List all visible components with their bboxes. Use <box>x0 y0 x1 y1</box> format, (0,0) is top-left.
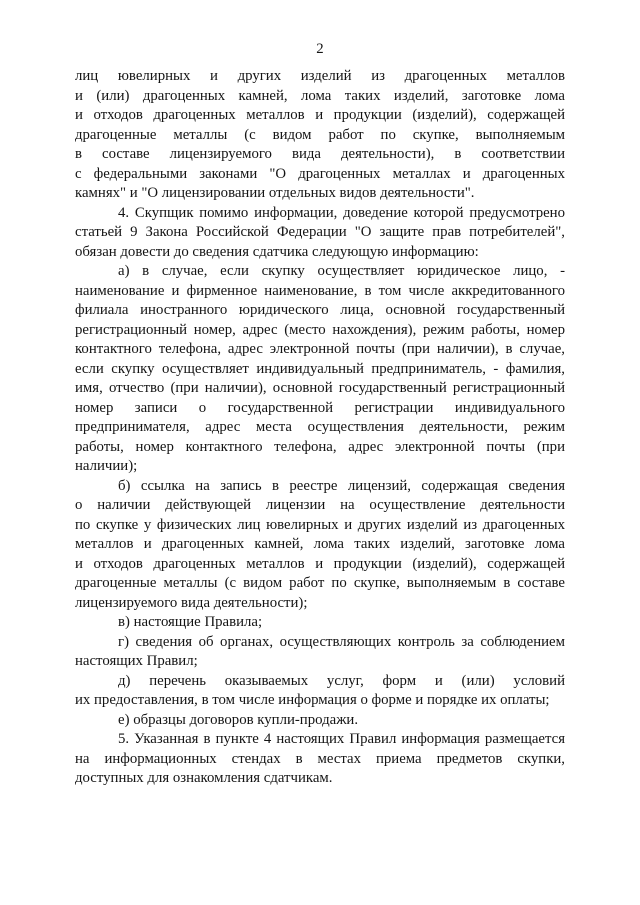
text-line: статьей 9 Закона Российской Федерации "О защите прав потребителей", <box>75 224 565 240</box>
text-line: 4. Скупщик помимо информации, доведение которой предусмотрено <box>118 204 565 221</box>
paragraph-item-4-b <box>75 477 565 614</box>
text-line: е) образцы договоров купли-продажи. <box>118 711 359 728</box>
text-line: имя, отчество (при наличии), основной государственный регистрационный <box>75 380 565 396</box>
text-line: наименование и фирменное наименование, в том числе аккредитованного <box>75 282 565 299</box>
text-line: в) настоящие Правила; <box>118 614 263 630</box>
document-body <box>75 67 565 789</box>
text-line: если скупку осуществляет индивидуальный предприниматель, - фамилия, <box>75 360 565 377</box>
text-line: контактного телефона, адрес электронной почты (при наличии), в случае, <box>75 341 565 357</box>
text-line: предпринимателя, адрес места осуществления деятельности, режим <box>75 419 565 435</box>
page-number: 2 <box>316 41 324 57</box>
text-line: филиала иностранного юридического лица, основной государственный <box>75 302 565 318</box>
text-line: камнях" и "О лицензировании отдельных видов деятельности". <box>75 185 475 201</box>
paragraph-item-4-g <box>75 633 565 672</box>
paragraph-item-4-a <box>75 262 565 477</box>
text-line: регистрационный номер, адрес (место нахождения), режим работы, номер <box>75 321 565 338</box>
paragraph-item-4-v <box>75 613 565 633</box>
text-line: настоящих Правил; <box>75 653 198 669</box>
text-line: о наличии действующей лицензии на осуществление деятельности <box>75 497 565 513</box>
text-line: 5. Указанная в пункте 4 настоящих Правил информация размещается <box>118 731 565 747</box>
text-line: лицензируемого вида деятельности); <box>75 594 308 611</box>
text-line: и отходов драгоценных металлов и продукции (изделий), содержащей <box>75 555 565 572</box>
paragraph-continuation <box>75 67 565 204</box>
text-line: на информационных стендах в местах приема предметов скупки, <box>75 750 565 767</box>
paragraph-item-4-d <box>75 672 565 711</box>
text-line: наличии); <box>75 458 138 474</box>
paragraph-item-4-e <box>75 711 565 731</box>
text-line: драгоценные металлы (с видом работ по скупке, выполняемым <box>75 126 565 143</box>
text-line: их предоставления, в том числе информация о форме и порядке их оплаты; <box>75 692 550 708</box>
text-line: лиц ювелирных и других изделий из драгоценных металлов <box>75 68 565 84</box>
paragraph-item-4 <box>75 204 565 263</box>
text-line: номер записи о государственной регистрации индивидуального <box>75 399 565 416</box>
text-line: и (или) драгоценных камней, лома таких изделий, заготовке лома <box>75 87 565 104</box>
paragraph-item-5 <box>75 730 565 789</box>
text-line: в составе лицензируемого вида деятельности), в соответствии <box>75 146 565 162</box>
text-line: д) перечень оказываемых услуг, форм и (или) условий <box>118 672 565 689</box>
text-line: обязан довести до сведения сдатчика следующую информацию: <box>75 243 479 260</box>
text-line: работы, номер контактного телефона, адрес электронной почты (при <box>75 438 565 455</box>
text-line: драгоценные металлы (с видом работ по скупке, выполняемым в составе <box>75 575 565 591</box>
text-line: и отходов драгоценных металлов и продукции (изделий), содержащей <box>75 107 565 123</box>
text-line: металлов и драгоценных камней, лома таких изделий, заготовке лома <box>75 536 565 552</box>
text-line: доступных для ознакомления сдатчикам. <box>75 770 333 786</box>
text-line: а) в случае, если скупку осуществляет юридическое лицо, - <box>118 263 565 279</box>
text-line: б) ссылка на запись в реестре лицензий, содержащая сведения <box>118 477 565 494</box>
text-line: по скупке у физических лиц ювелирных и других изделий из драгоценных <box>75 516 565 533</box>
text-line: г) сведения об органах, осуществляющих контроль за соблюдением <box>118 633 565 650</box>
text-line: с федеральными законами "О драгоценных металлах и драгоценных <box>75 165 565 182</box>
